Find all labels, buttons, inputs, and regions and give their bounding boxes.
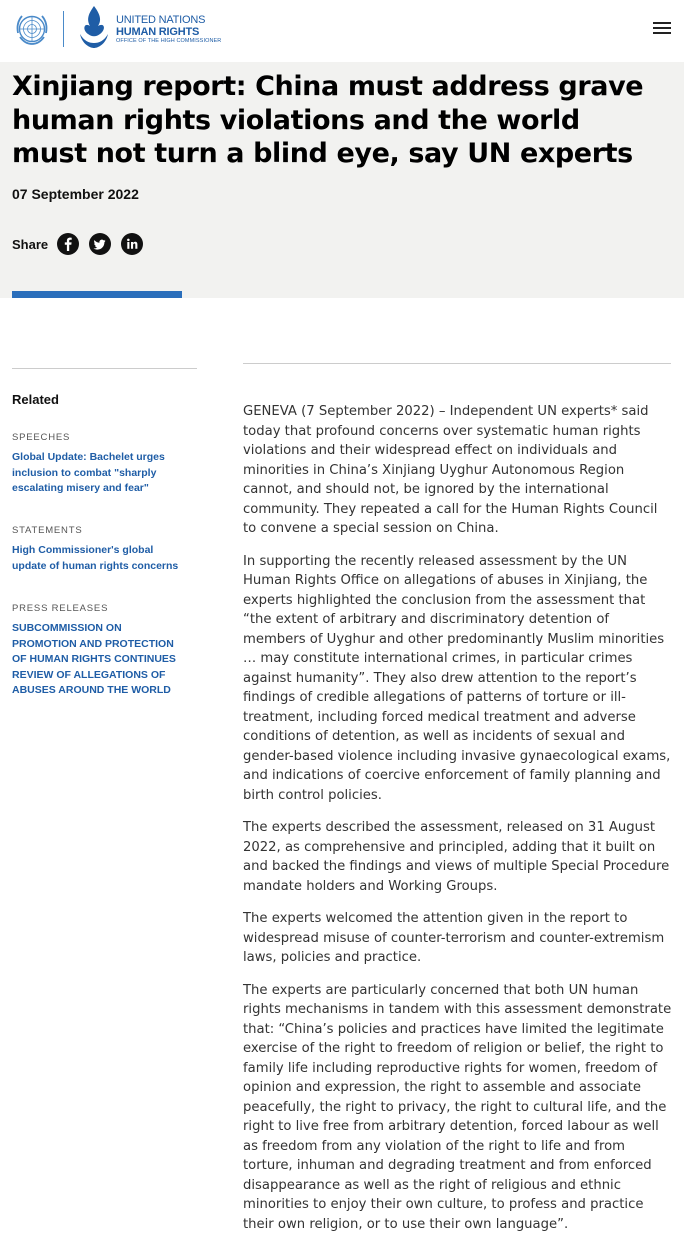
- hamburger-menu-icon[interactable]: [650, 18, 674, 40]
- ohchr-logo-text[interactable]: [116, 15, 221, 45]
- sidebar-divider: [12, 368, 197, 369]
- article-body: [243, 402, 673, 1247]
- logo-line-united-nations: UNITED NATIONS: [116, 14, 206, 26]
- related-category-press-releases: PRESS RELEASES: [12, 603, 109, 614]
- un-emblem-icon[interactable]: [12, 9, 52, 49]
- logo-divider: [63, 11, 64, 47]
- human-rights-flame-icon[interactable]: [74, 4, 114, 50]
- related-link-speech[interactable]: Global Update: Bachelet urges inclusion to combat "sharply escalating misery and fear": [12, 451, 165, 494]
- page-title: Xinjiang report: China must address grave human rights violations and the world must not turn a blind eye, say UN experts: [12, 71, 644, 169]
- share-label: Share: [12, 236, 49, 252]
- article-paragraph-5: The experts are particularly concerned that both UN human rights mechanisms in tandem with this assessment demonstrate that: “China’s policies and practices have limited the legitimate exercise of the right to freedom of religion or belief, the right to family life including reproductive rights for women, freedom of opinion and expression, the right to assemble and associate peacefully, the right to privacy, the right to cultural life, and the right to live free from arbitrary detention, forced labour as well as freedom from any violation of the right to life and from torture, inhuman and degrading treatment and from enforced disappearance as well as the right of religious and ethnic minorities to enjoy their own culture, to profess and practice their own religion, or to use their own language”.: [243, 982, 672, 1232]
- logo-line-office: OFFICE OF THE HIGH COMMISSIONER: [116, 38, 222, 44]
- article-paragraph-1: GENEVA (7 September 2022) – Independent UN experts* said today that profound concerns over systematic human rights violations and their widespread effect on individuals and minorities in China’s Xinjiang Uyghur Autonomous Region cannot, and should not, be ignored by the international community. They repeated a call for the Human Rights Council to convene a special session on China.: [243, 404, 658, 536]
- facebook-icon[interactable]: [57, 233, 79, 255]
- related-category-speeches: SPEECHES: [12, 432, 71, 443]
- article-hero: [0, 62, 684, 298]
- linkedin-icon[interactable]: [121, 233, 143, 255]
- article-paragraph-2: In supporting the recently released assessment by the UN Human Rights Office on allegations of abuses in Xinjiang, the experts highlighted the conclusion from the assessment that “the extent of arbitrary and discriminatory detention of members of Uyghur and other predominantly Muslim minorities … may constitute international crimes, in particular crimes against humanity”. They also drew attention to the report’s findings of credible allegations of patterns of torture or ill-treatment, including forced medical treatment and adverse conditions of detention, as well as incidents of sexual and gender-based violence including invasive gynaecological exams, and indications of coercive enforcement of family planning and birth control policies.: [243, 553, 671, 803]
- content-divider: [243, 363, 671, 364]
- related-category-statements: STATEMENTS: [12, 525, 83, 536]
- site-header: [0, 0, 684, 62]
- twitter-icon[interactable]: [89, 233, 111, 255]
- logo-line-human-rights: HUMAN RIGHTS: [116, 26, 200, 38]
- share-bar: [12, 232, 153, 256]
- related-link-statement[interactable]: High Commissioner's global update of human rights concerns: [12, 544, 179, 572]
- article-paragraph-3: The experts described the assessment, released on 31 August 2022, as comprehensive and principled, adding that it built on and backed the findings and views of multiple Special Procedure mandate holders and Working Groups.: [243, 820, 670, 894]
- related-heading: Related: [12, 392, 59, 407]
- article-paragraph-4: The experts welcomed the attention given in the report to widespread misuse of counter-terrorism and counter-extremism laws, policies and practice.: [243, 911, 665, 965]
- related-link-press-release[interactable]: SUBCOMMISSION ON PROMOTION AND PROTECTION OF HUMAN RIGHTS CONTINUES REVIEW OF ALLEGATIONS OF ABUSES AROUND THE WORLD: [12, 622, 176, 696]
- hero-accent-bar: [12, 291, 182, 298]
- publication-date: 07 September 2022: [12, 186, 139, 202]
